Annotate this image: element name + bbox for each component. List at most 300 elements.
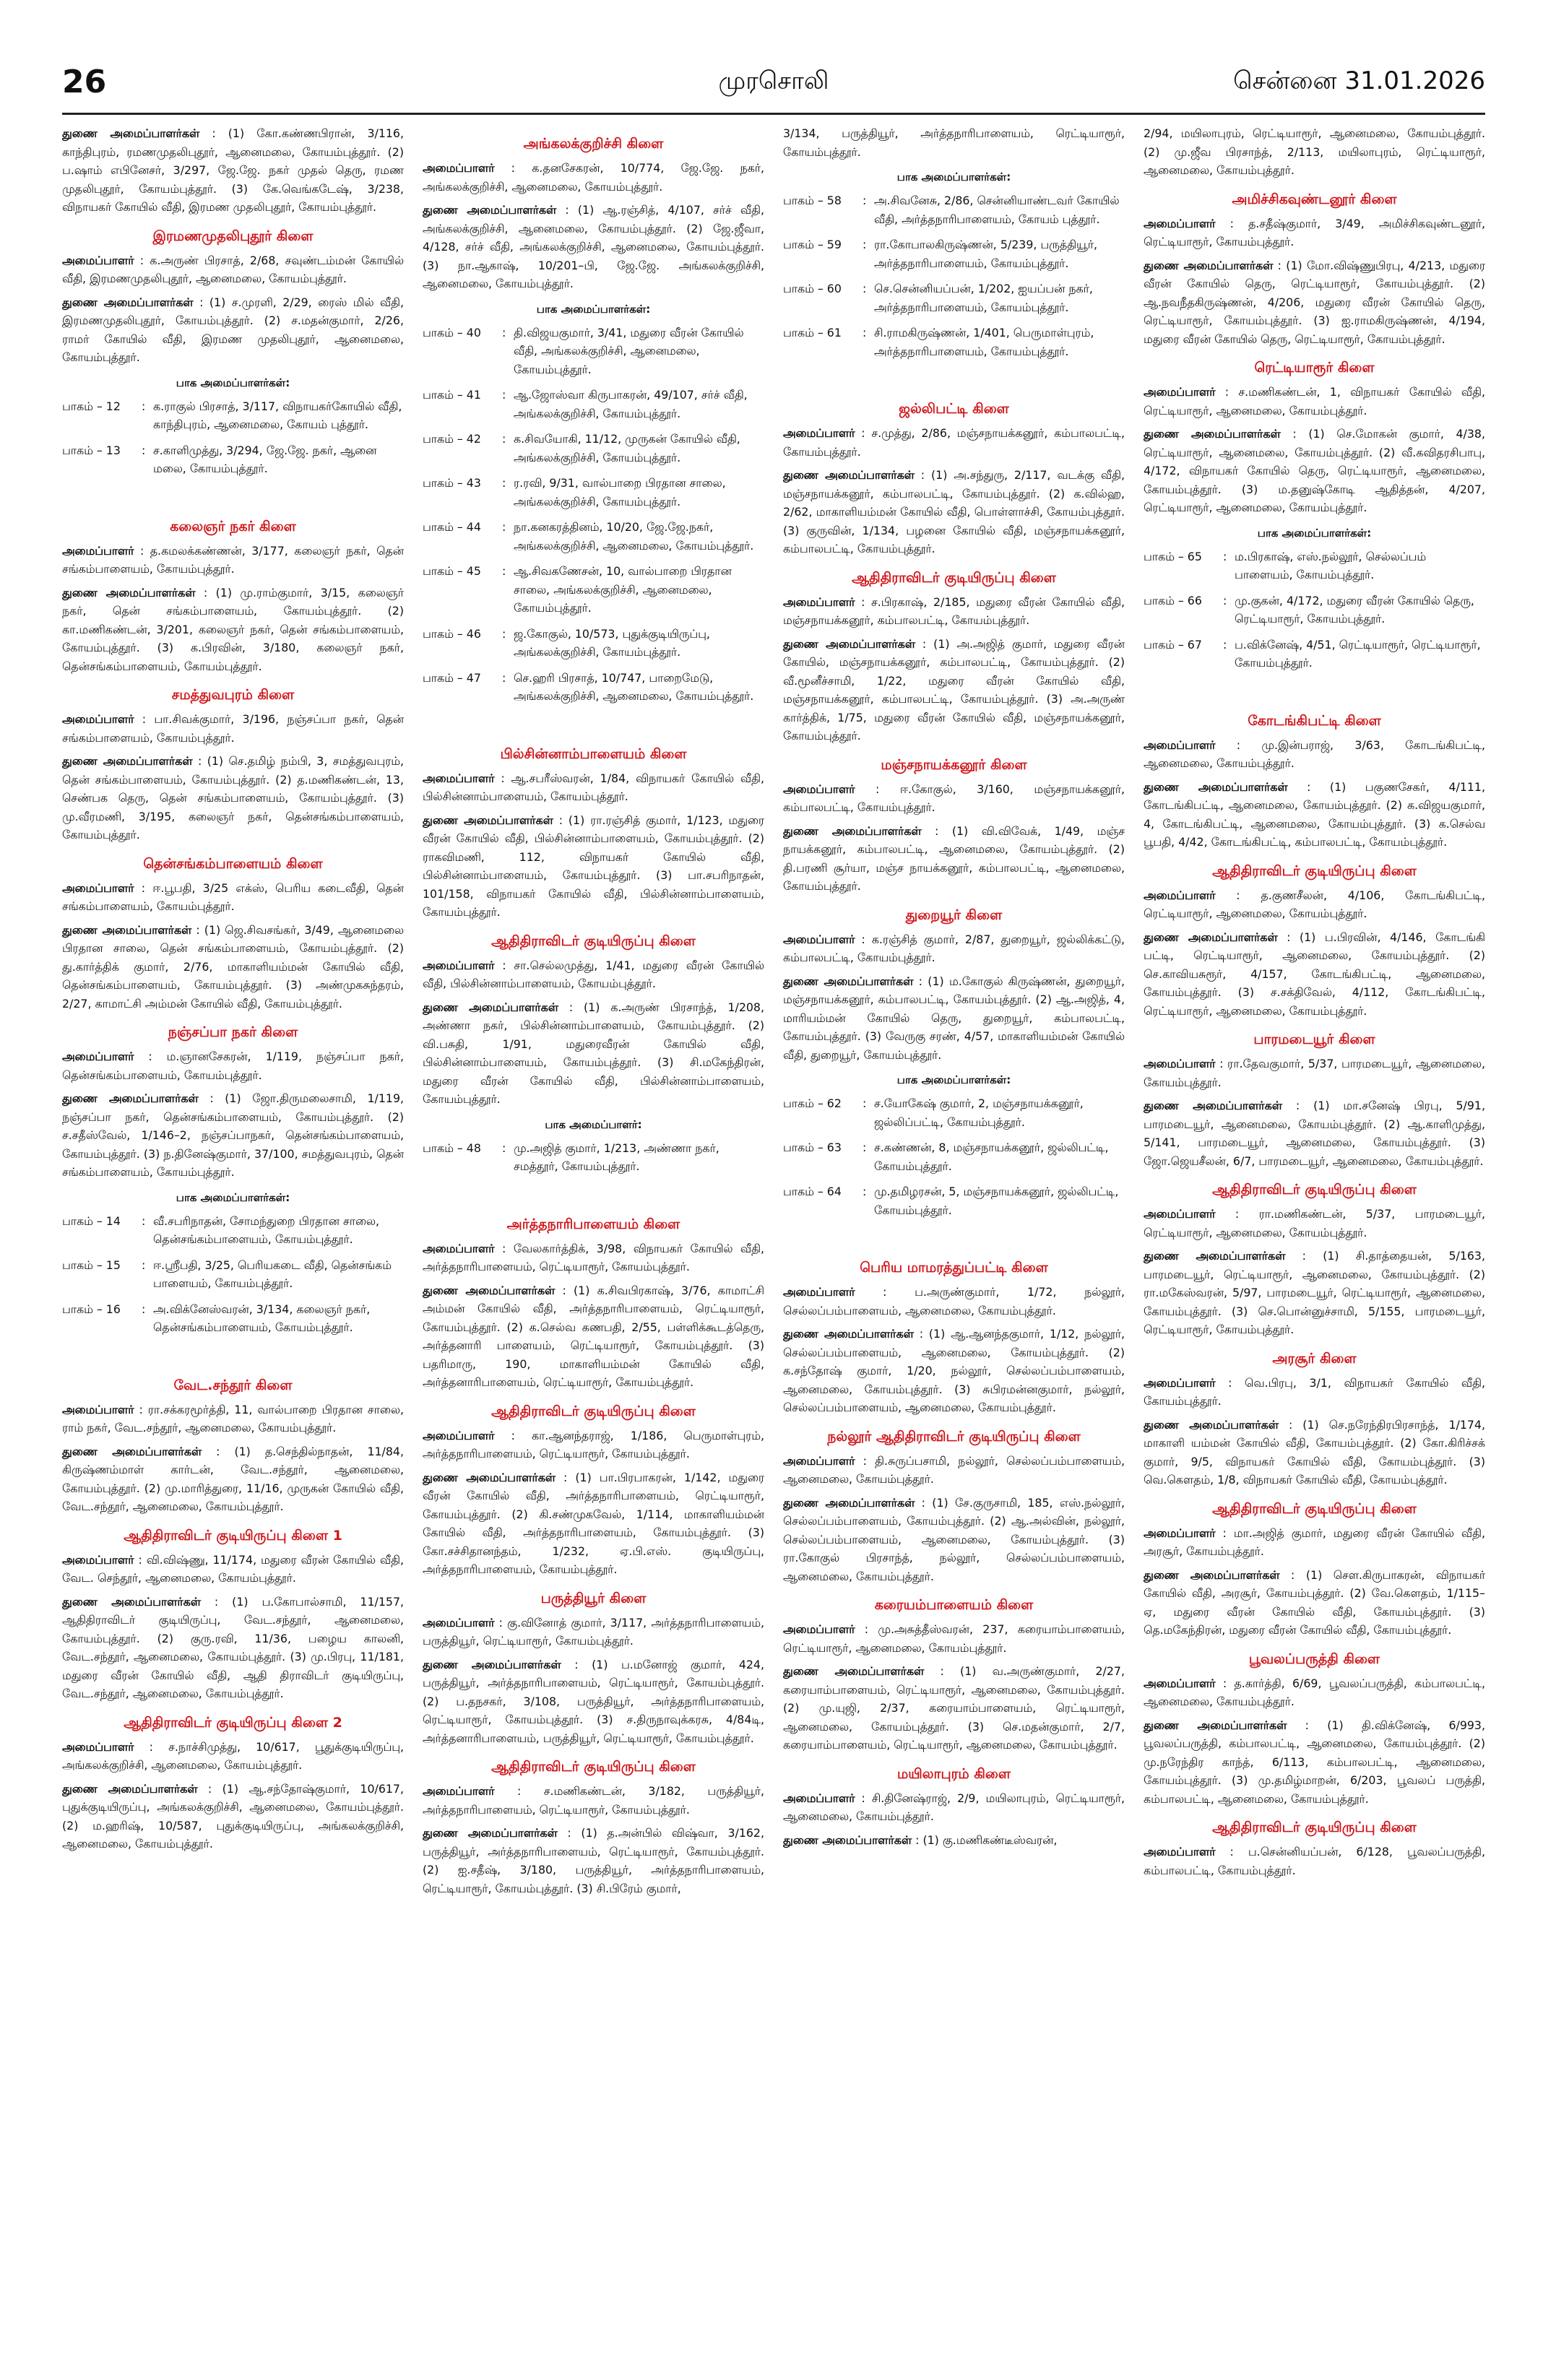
booth-organisers-heading: பாக அமைப்பாளர்கள்: [896,170,1011,183]
section-title: அர்த்தநாரிபாளையம் கிளை [506,1216,680,1232]
masthead [62,64,1485,104]
entry-text: : (1) பா.பிரபாகரன், 1/142, மதுரை வீரன் கோயில் வீதி, அர்த்தநாரிபாளையம், ரெட்டியாரூர், கோயம்புத்தூர். (2) கி.சண்முகவேல், 1/114, மாகாளியம்மன் கோயில் வீதி, அர்த்தநாரிபாளையம், கோயம்புத்தூர். (3) கோ.சச்சிதானந்தம், 1/232, ஏ.பி.எஸ். குடியிருப்பு, அர்த்தநாரிபாளையம், கோயம்புத்தூர். [423,1470,764,1576]
entry-text: : (1) செ.மோகன் குமார், 4/38, ரெட்டியாரூர், ஆனைமலை, கோயம்புத்தூர். (2) வீ.கவிதரசிபாபு, 4/172, விநாயகர் கோயில் தெரு, ரெட்டியாரூர், ஆனைமலை, கோயம்புத்தூர். (3) ம.தனுஷ்கோடி ஆதித்தன், 4/207, ரெட்டியாரூர், ஆனைமலை, கோயம்புத்தூர். [1144,427,1485,514]
booth-organisers-heading: பாக அமைப்பாளர்கள்: [896,1073,1011,1086]
booth-list [783,191,1125,360]
booth-separator: : [863,326,867,339]
role-label: துணை அமைப்பாளர்கள் [783,1664,925,1678]
booth-row [783,280,1125,316]
entry-paragraph [1144,1524,1485,1561]
column-4 [1144,124,1485,2356]
section-spacer [1144,680,1485,701]
booth-row [62,1256,404,1293]
booth-member: ச.காளிமுத்து, 3/294, ஜே.ஜே. நகர், ஆனை மலை, கோயம்புத்தூர். [153,443,377,475]
entry-paragraph [62,251,404,288]
booth-member: ஈ.ஸ்ரீபதி, 3/25, பெரியகடை வீதி, தென்சங்கம் பாளையம், கோயம்புத்தூர். [153,1258,392,1290]
booth-organisers-heading: பாக அமைப்பாளர்கள்: [1257,526,1372,540]
section-title: ரெட்டியாரூர் கிளை [1254,360,1375,376]
booth-member: ஆ.சிவகணேசன், 10, வால்பாறை பிரதான சாலை, அங்கலக்குறிச்சி, ஆனைமலை, கோயம்புத்தூர். [514,564,732,615]
entry-text: : மா.அஜித் குமார், மதுரை வீரன் கோயில் வீதி, அரசூர், கோயம்புத்தூர். [1144,1526,1485,1558]
booth-member: மு.தமிழரசன், 5, மஞ்சநாயக்கனூர், ஜல்லிபட்டி, கோயம்புத்தூர். [874,1185,1119,1217]
section-title: அமிச்சிகவுண்டனூர் கிளை [1232,191,1397,207]
role-label: அமைப்பாளர் [1144,1207,1216,1221]
booth-number: பாகம் – 48 [423,1141,481,1155]
entry-paragraph [62,1089,404,1182]
column-3 [783,124,1125,2356]
role-label: அமைப்பாளர் [62,1050,134,1063]
entry-paragraph [1144,215,1485,251]
entry-text: 3/134, பருத்தியூர், அர்த்தநாரிபாளையம், ரெட்டியாரூர், கோயம்புத்தூர். [783,126,1125,159]
role-label: அமைப்பாளர் [1144,888,1216,902]
booth-separator: : [142,1302,146,1316]
section-title: ஆதிதிராவிடர் குடியிருப்பு கிளை [491,932,696,949]
booth-separator: : [863,282,867,295]
section-title: பாரமடையூர் கிளை [1253,1031,1375,1047]
entry-text: : க.அருண் பிரசாத், 2/68, சவுண்டம்மன் கோயில் வீதி, இரமணமுதலிபுதூர், ஆனைமலை, கோயம்புத்தூர். [62,253,404,285]
section-title: நஞ்சப்பா நகர் கிளை [168,1024,298,1040]
role-label: அமைப்பாளர் [783,782,855,796]
role-label: அமைப்பாளர் [423,1241,495,1255]
booth-row [423,324,764,379]
section-title: அரசூர் கிளை [1272,1350,1357,1367]
section-title: கலைஞர் நகர் கிளை [170,518,296,535]
role-label: அமைப்பாளர் [783,932,855,946]
booth-number: பாகம் – 60 [783,282,842,295]
booth-row [423,1139,764,1176]
booth-separator: : [502,476,506,490]
booth-separator: : [863,1185,867,1198]
role-label: அமைப்பாளர் [1144,1676,1216,1690]
entry-text: : ப.அருண்குமார், 1/72, நல்லூர், செல்லப்பம்பாளையம், ஆனைமலை, கோயம்புத்தூர். [783,1285,1125,1317]
booth-separator: : [502,388,506,402]
entry-text: : க.தனசேகரன், 10/774, ஜே.ஜே. நகர், அங்கலக்குறிச்சி, ஆனைமலை, கோயம்புத்தூர். [423,161,764,194]
entry-text: : (1) செ.நரேந்திரபிரசாந்த், 1/174, மாகாளி யம்மன் கோயில் வீதி, கோயம்புத்தூர். (2) கோ.கிரிச்சக் குமார், 9/5, விநாயகர் கோயில் வீதி, கோயம்புத்தூர். (3) வெ.கௌதம், 1/8, விநாயகர் கோயில் வீதி, கோயம்புத்தூர். [1144,1417,1485,1487]
entry-paragraph [1144,1205,1485,1242]
booth-row [423,386,764,423]
section-title: பெரிய மாமரத்துப்பட்டி கிளை [860,1260,1048,1276]
role-label: துணை அமைப்பாளர்கள் [1144,930,1278,944]
entry-text: : (1) த.அன்பில் விஷ்வா, 3/162, பருத்தியூர், அர்த்தநாரிபாளையம், ரெட்டியாரூர், கோயம்புத்தூர். (2) ஐ.சதீஷ், 3/180, பருத்தியூர், அர்த்தநாரிபாளையம், ரெட்டியாரூர், கோயம்புத்தூர். (3) சி.பிரேம் குமார், [423,1826,764,1895]
entry-paragraph [423,159,764,196]
entry-text: : ஈ.கோகுல், 3/160, மஞ்சநாயக்கனூர், கம்பாலபட்டி, கோயம்புத்தூர். [783,782,1125,814]
booth-row [1144,548,1485,584]
booth-separator: : [502,670,506,685]
section-title: இரமணமுதலிபுதூர் கிளை [152,228,314,244]
entry-text: : (1) மு.ராம்குமார், 3/15, கலைஞர் நகர், தென் சங்கம்பாளையம், கோயம்புத்தூர். (2) கா.மணிகண்டன், 3/201, கலைஞர் நகர், தென் சங்கம்பாளையம், கோயம்புத்தூர். (3) க.பிரவின், 3/180, கலைஞர் நகர், தென்சங்கம்பாளையம், கோயம்புத்தூர். [62,585,404,673]
booth-separator: : [142,1213,146,1228]
entry-text: 2/94, மயிலாபுரம், ரெட்டியாரூர், ஆனைமலை, கோயம்புத்தூர். (2) மு.ஜீவ பிரசாந்த், 2/113, மயிலாபுரம், ரெட்டியாரூர், ஆனைமலை, கோயம்புத்தூர். [1144,126,1485,177]
entry-paragraph [423,1824,764,1897]
booth-member: தி.விஜயகுமார், 3/41, மதுரை வீரன் கோயில் வீதி, அங்கலக்குறிச்சி, ஆனைமலை, கோயம்புத்தூர். [514,325,744,376]
section-title: கோடங்கிபட்டி கிளை [1248,712,1381,729]
booth-member: செ.சென்னியப்பன், 1/202, ஐயப்பன் நகர், அர்த்தநாரிபாளையம், கோயம்புத்தூர். [874,282,1093,314]
entry-text: : ச.மணிகண்டன், 1, விநாயகர் கோயில் வீதி, ரெட்டியாரூர், ஆனைமலை, கோயம்புத்தூர். [1144,385,1485,417]
booth-number: பாகம் – 59 [783,238,842,251]
entry-paragraph [62,1738,404,1775]
role-label: துணை அமைப்பாளர்கள் [1144,1718,1287,1732]
role-label: துணை அமைப்பாளர்கள் [62,754,193,768]
booth-organisers-heading: பாக அமைப்பாளர்: [545,1117,642,1131]
booth-separator: : [502,564,506,578]
column-1 [62,124,404,2356]
booth-member: அ.விக்னேஸ்வரன், 3/134, கலைஞர் நகர், தென்சங்கம்பாளையம், கோயம்புத்தூர். [153,1302,371,1334]
entry-paragraph [62,542,404,579]
role-label: அமைப்பாளர் [783,1791,855,1805]
booth-list [783,1094,1125,1219]
entry-text: : (1) க.அருண் பிரசாந்த், 1/208, அண்ணா நகர், பில்சின்னாம்பாளையம், கோயம்புத்தூர். (2) வி.பசுதி, 1/91, மதுரைவீரன் கோயில் வீதி, பில்சின்னாம்பாளையம், கோயம்புத்தூர். (3) சி.மகேந்திரன், மதுரை வீரன் கோயில் வீதி, பில்சின்னாம்பாளையம், கோயம்புத்தூர். [423,1000,764,1106]
booth-row [62,441,404,478]
section-spacer [783,1226,1125,1248]
entry-paragraph [783,635,1125,745]
entry-paragraph [783,1620,1125,1657]
booth-member: ஆ.ஜோஸ்வா கிருபாகரன், 49/107, சர்ச் வீதி, அங்கலக்குறிச்சி, கோயம்புத்தூர். [514,388,748,420]
entry-text: : கா.ஆனந்தராஜ், 1/186, பெருமாள்புரம், அர்த்தநாரிபாளையம், ரெட்டியாரூர், கோயம்புத்தூர். [423,1428,764,1461]
entry-text: : (1) தி.விக்னேஷ், 6/993, பூவலப்பருத்தி, கம்பாலபட்டி, ஆனைமலை, கோயம்புத்தூர். (2) மு.நரேந்திர காந்த், 6/113, கம்பாலபட்டி, ஆனைமலை, கோயம்புத்தூர். (3) மு.தமிழ்மாறன், 6/203, பூவலப் பருத்தி, கம்பாலபட்டி, ஆனைமலை, கோயம்புத்தூர். [1144,1718,1485,1806]
header-rule [62,113,1485,115]
booth-separator: : [1223,549,1227,563]
role-label: அமைப்பாளர் [1144,385,1216,399]
booth-row [62,1300,404,1337]
section-spacer [62,485,404,507]
booth-number: பாகம் – 42 [423,432,481,446]
booth-row [62,397,404,434]
booth-row [783,324,1125,360]
booth-number: பாகம் – 64 [783,1185,842,1198]
booth-organisers-heading: பாக அமைப்பாளர்கள்: [176,376,290,389]
section-spacer [423,1183,764,1205]
entry-paragraph [783,930,1125,967]
entry-text: : த.குணசீலன், 4/106, கோடங்கிபட்டி, ரெட்டியாரூர், ஆனைமலை, கோயம்புத்தூர். [1144,888,1485,920]
section-title: மயிலாபுரம் கிளை [896,1765,1011,1782]
booth-separator: : [502,626,506,641]
entry-text: : (1) அ.சந்துரு, 2/117, வடக்கு வீதி, மஞ்சநாயக்கனூர், கம்பாலபட்டி, கோயம்புத்தூர். (2) க.வில்ஹ, 2/62, மாகாளியம்மன் கோயில் வீதி, பொள்ளாச்சி, கோயம்புத்தூர். (3) குருவின், 1/134, பழனை கோயில் வீதி, மஞ்சநாயக்கனூர், கம்பாலபட்டி, கோயம்புத்தூர். [783,468,1125,555]
entry-text: : (1) கு.மணிகண்டீஸ்வரன், [912,1832,1058,1847]
section-title: துறையூர் கிளை [905,906,1003,923]
entry-text: : (1) மா.சனேஷ் பிரபு, 5/91, பாரமடையூர், ஆனைமலை, கோயம்புத்தூர். (2) ஆ.காளிமுத்து, 5/141, பாரமடையூர், ஆனைமலை, கோயம்புத்தூர். (3) ஜோ.ஜெயசீலன், 6/7, பாரமடையூர், ஆனைமலை, கோயம்புத்தூர். [1144,1099,1485,1168]
entry-paragraph [1144,1247,1485,1339]
entry-text: : (1) ம.கோகுல் கிருஷ்ணன், துறையூர், மஞ்சநாயக்கனூர், கம்பாலபட்டி, கோயம்புத்தூர். (2) ஆ.அஜித், 4, மாரியம்மன் கோயில் தெரு, துறையூர், கம்பாலபட்டி, கோயம்புத்தூர். (3) வேருகு சரண், 4/57, மாகாளியம்மன் கோயில் வீதி, துறையூர், கோயம்புத்தூர். [783,974,1125,1062]
role-label: அமைப்பாளர் [423,958,495,972]
booth-number: பாகம் – 44 [423,520,481,534]
section-title: ஆதிதிராவிடர் குடியிருப்பு கிளை [491,1759,696,1775]
booth-member: ஜ.கோகுல், 10/573, புதுக்குடியிருப்பு, அங்கலக்குறிச்சி, கோயம்புத்தூர். [514,626,710,659]
entry-paragraph [423,201,764,293]
entry-paragraph [62,1442,404,1516]
entry-text: : ஆ.சபரீஸ்வரன், 1/84, விநாயகர் கோயில் வீதி, பில்சின்னாம்பாளையம், கோயம்புத்தூர். [423,771,764,803]
role-label: துணை அமைப்பாளர்கள் [62,1091,199,1105]
booth-number: பாகம் – 41 [423,388,481,402]
entry-paragraph [783,822,1125,896]
role-label: துணை அமைப்பாளர்கள் [783,974,914,988]
role-label: துணை அமைப்பாளர்கள் [62,922,192,937]
entry-text: : ச.நாச்சிமுத்து, 10/617, பூதுக்குடியிருப்பு, அங்கலக்குறிச்சி, ஆனைமலை, கோயம்புத்தூர். [62,1739,404,1772]
booth-number: பாகம் – 66 [1144,593,1202,607]
entry-text: : ரா.சக்கரமூர்த்தி, 11, வால்பாறை பிரதான சாலை, ராம் நகர், வேட.சந்தூர், ஆனைமலை, கோயம்புத்தூர். [62,1402,404,1435]
role-label: அமைப்பாளர் [783,1453,855,1468]
entry-text: : வெ.பிரபு, 3/1, விநாயகர் கோயில் வீதி, கோயம்புத்தூர். [1144,1375,1485,1408]
entry-paragraph [1144,1416,1485,1489]
entry-paragraph [423,769,764,806]
city-date: சென்னை 31.01.2026 [1233,66,1485,95]
entry-paragraph [783,1831,1125,1850]
section-title: வேட.சந்தூர் கிளை [173,1377,293,1393]
column-2 [423,124,764,2356]
booth-row [1144,636,1485,672]
booth-number: பாகம் – 43 [423,476,481,490]
section-title: கரையம்பாளையம் கிளை [874,1597,1034,1613]
role-label: துணை அமைப்பாளர்கள் [62,126,200,140]
booth-separator: : [142,443,146,457]
booth-member: ரா.கோபாலகிருஷ்ணன், 5/239, பருத்தியூர், அர்த்தநாரிபாளையம், கோயம்புத்தூர். [874,238,1097,270]
entry-text: : தி.சுருப்பசாமி, நல்லூர், செல்லப்பம்பாளையம், ஆனைமலை, கோயம்புத்தூர். [783,1453,1125,1486]
section-title: பூவலப்பருத்தி கிளை [1248,1650,1380,1667]
entry-paragraph [1144,425,1485,517]
booth-row [423,562,764,618]
entry-text: : (1) ஜெ.சிவசங்கர், 3/49, ஆனைமலை பிரதான சாலை, தென் சங்கம்பாளையம், கோயம்புத்தூர். (2) து.கார்த்திக் குமார், 2/76, மாகாளியம்மன் கோயில் வீதி, தென்சங்கம்பாளையம், கோயம்புத்தூர். (3) அண்முகசுந்தரம், 2/27, காமாட்சி அம்மன் கோயில் வீதி, கோயம்புத்தூர். [62,922,404,1011]
entry-text: : ச.முத்து, 2/86, மஞ்சநாயக்கனூர், கம்பாலபட்டி, கோயம்புத்தூர். [783,426,1125,459]
booth-member: அ.சிவனேசு, 2/86, சென்னியாண்டவர் கோயில் வீதி, அர்த்தநாரிபாளையம், கோயம் புத்தூர். [874,194,1120,226]
booth-member: மு.அஜித் குமார், 1/213, அண்ணா நகர், சமத்தூர், கோயம்புத்தூர். [514,1141,719,1173]
entry-text: : ப.சென்னியப்பன், 6/128, பூவலப்பருத்தி, கம்பாலபட்டி, கோயம்புத்தூர். [1144,1845,1485,1877]
entry-text: : (1) ப.பிரவின், 4/146, கோடங்கி பட்டி, ரெட்டியாரூர், ஆனைமலை, கோயம்புத்தூர். (2) செ.காவியசுரூர், 4/157, கோடங்கிபட்டி, ஆனைமலை, கோயம்புத்தூர். (3) ச.சக்திவேல், 4/112, கோடங்கிபட்டி, ரெட்டியாரூர், ஆனைமலை, கோயம்புத்தூர். [1144,930,1485,1018]
entry-text: : (1) ச.முரளி, 2/29, ரைஸ் மில் வீதி, இரமணமுதலிபுதூர், கோயம்புத்தூர். (2) ச.மதன்குமார், 2/26, ராமர் கோயில் வீதி, இரமண முதலிபுதூர், ஆனைமலை, கோயம்புத்தூர். [62,295,404,364]
role-label: அமைப்பாளர் [783,594,855,609]
section-title: ஆதிதிராவிடர் குடியிருப்பு கிளை 2 [124,1714,342,1731]
entry-paragraph [62,1593,404,1703]
role-label: துணை அமைப்பாளர்கள் [1144,779,1288,794]
entry-paragraph [62,293,404,367]
role-label: துணை அமைப்பாளர்கள் [783,1327,914,1341]
booth-member: ச.யோகேஷ் குமார், 2, மஞ்சநாயக்கனூர், ஜல்லிப்பட்டி, கோயம்புத்தூர். [874,1096,1084,1129]
entry-paragraph [62,879,404,916]
booth-separator: : [142,399,146,413]
role-label: துணை அமைப்பாளர்கள் [423,1000,558,1014]
booth-row [62,1212,404,1249]
booth-member: வீ.சபரிநாதன், சோமந்துறை பிரதான சாலை, தென்சங்கம்பாளையம், கோயம்புத்தூர். [153,1213,380,1246]
entry-text: : ச.மணிகண்டன், 3/182, பருத்தியூர், அர்த்தநாரிபாளையம், ரெட்டியாரூர், கோயம்புத்தூர். [423,1784,764,1817]
booth-number: பாகம் – 67 [1144,637,1202,652]
entry-text: : (1) ஆ.ரஞ்சித், 4/107, சர்ச் வீதி, அங்கலக்குறிச்சி, ஆனைமலை, கோயம்புத்தூர். (2) ஜே.ஜீவா, 4/128, சர்ச் வீதி, அங்கலக்குறிச்சி, ஆனைமலை, கோயம்புத்தூர். (3) நா.ஆகாஷ், 10/201–பி, ஜே.ஜே. அங்கலக்குறிச்சி, ஆனைமலை, கோயம்புத்தூர். [423,203,764,290]
entry-text: : (1) அ.அஜித் குமார், மதுரை வீரன் கோயில், மஞ்சநாயக்கனூர், கம்பாலபட்டி, கோயம்புத்தூர். (2) வீ.மூனீச்சாமி, 1/22, மதுரை வீரன் கோயில் வீதி, மஞ்சநாயக்கனூர், கம்பாலபட்டி, கோயம்புத்தூர். (3) அ.அருண் கார்த்திக், 1/75, மதுரை வீரன் கோயில் வீதி, மஞ்சநாயக்கனூர், கோயம்புத்தூர். [783,636,1125,743]
booth-separator: : [1223,637,1227,652]
role-label: துணை அமைப்பாளர்கள் [423,1470,556,1484]
entry-text: : வி.விஷ்ணு, 11/174, மதுரை வீரன் கோயில் வீதி, வேட. செந்தூர், ஆனைமலை, கோயம்புத்தூர். [62,1552,404,1585]
booth-member: ப.விக்னேஷ், 4/51, ரெட்டியாரூர், ரெட்டியாரூர், கோயம்புத்தூர். [1235,637,1481,670]
section-title: ஜல்லிபட்டி கிளை [899,401,1009,417]
entry-paragraph [423,1656,764,1748]
booth-separator: : [502,325,506,339]
entry-text: : (1) க.சிவபிரகாஷ், 3/76, காமாட்சி அம்மன் கோயில் வீதி, அர்த்தநாரிபாளையம், ரெட்டியாரூர், கோயம்புத்தூர். (2) க.செல்வ கணபதி, 2/55, பள்ளிக்கூடத்தெரு, அர்த்தனாரி பாளையம், ரெட்டியாரூர், கோயம்புத்தூர். (3) பதரிமாரு, 190, மாகாளியம்மன் கோயில் வீதி, அர்த்தனாரிபாளையம், ரெட்டியாரூர், கோயம்புத்தூர். [423,1283,764,1389]
role-label: துணை அமைப்பாளர்கள் [423,1657,561,1671]
entry-paragraph [423,1468,764,1579]
booth-separator: : [502,1141,506,1155]
role-label: துணை அமைப்பாளர்கள் [783,1832,912,1847]
entry-paragraph [783,124,1125,161]
booth-number: பாகம் – 16 [62,1302,121,1316]
entry-text: : (1) த.செந்தில்நாதன், 11/84, கிருஷ்ணம்மாள் கார்டன், வேட.சந்தூர், ஆனைமலை, கோயம்புத்தூர். (2) மு.மாரித்துரை, 11/16, முருகன் கோயில் வீதி, வேட.சந்தூர், ஆனைமலை, கோயம்புத்தூர். [62,1444,404,1513]
booth-member: க.சிவயோகி, 11/12, முருகன் கோயில் வீதி, அங்கலக்குறிச்சி, கோயம்புத்தூர். [514,432,740,464]
entry-paragraph [1144,1843,1485,1879]
booth-list [423,1139,764,1176]
entry-text: : வேலகார்த்திக், 3/98, விநாயகர் கோயில் வீதி, அர்த்தநாரிபாளையம், ரெட்டியாரூர், கோயம்புத்தூர். [423,1241,764,1273]
entry-text: : கு.வினோத் குமார், 3/117, அர்த்தநாரிபாளையம், பருத்தியூர், ரெட்டியாரூர், கோயம்புத்தூர். [423,1615,764,1648]
entry-paragraph [423,1782,764,1819]
role-label: அமைப்பாளர் [423,1428,495,1442]
entry-paragraph [62,124,404,217]
booth-separator: : [1223,593,1227,607]
entry-text: : (1) செ.தமிழ் நம்பி, 3, சமத்துவபுரம், தென் சங்கம்பாளையம், கோயம்புத்தூர். (2) த.மணிகண்டன், 13, செண்பக தெரு, தென் சங்கம்பாளையம், கோயம்புத்தூர். (3) மு.வீரமணி, 3/195, கலைஞர் நகர், தென்சங்கம்பாளையம், கோயம்புத்தூர். [62,754,404,841]
booth-row [423,474,764,511]
entry-paragraph [783,972,1125,1065]
booth-organisers-heading: பாக அமைப்பாளர்கள்: [176,1190,290,1204]
booth-row [423,430,764,467]
booth-row [423,669,764,706]
entry-paragraph [423,1427,764,1463]
entry-text: : (1) பகுணசேகர், 4/111, கோடங்கிபட்டி, ஆனைமலை, கோயம்புத்தூர். (2) க.விஜயகுமார், 4, கோடங்கிபட்டி, ஆனைமலை, கோயம்புத்தூர். (3) க.செல்வ பூபதி, 4/42, கோடங்கிபட்டி, கம்பாலபட்டி, கோயம்புத்தூர். [1144,779,1485,849]
entry-text: : (1) ப.கோபால்சாமி, 11/157, ஆதிதிராவிடர் குடியிருப்பு, வேட.சந்தூர், ஆனைமலை, கோயம்புத்தூர். (2) குரு.ரவி, 11/36, பழைய காலனி, வேட.சந்தூர், ஆனைமலை, கோயம்புத்தூர். (3) மு.பிரபு, 11/181, மதுரை வீரன் கோயில் வீதி, ஆதி திராவிடர் குடியிருப்பு, வேட.சந்தூர், ஆனைமலை, கோயம்புத்தூர். [62,1594,404,1700]
role-label: துணை அமைப்பாளர்கள் [783,823,922,838]
entry-text: : (1) மோ.விஷ்ணுபிரபு, 4/213, மதுரை வீரன் கோயில் தெரு, ரெட்டியாரூர், கோயம்புத்தூர். (2) ஆ.நவநீதகிருஷ்ணன், 4/206, மதுரை வீரன் கோயில் தெரு, ரெட்டியாரூர், கோயம்புத்தூர். (3) ஐ.ராமகிருஷ்ணன், 4/194, மதுரை வீரன் கோயில் தெரு, ரெட்டியாரூர், கோயம்புத்தூர். [1144,258,1485,346]
entry-paragraph [62,1780,404,1853]
role-label: துணை அமைப்பாளர்கள் [1144,1249,1286,1263]
booth-separator: : [863,1141,867,1154]
entry-text: : (1) சே.குருசாமி, 185, எஸ்.நல்லூர், செல்லப்பம்பாளையம், கோயம்புத்தூர். (2) ஆ.அல்வின், நல்லூர், செல்லப்பம்பாளையம், ஆனைமலை, கோயம்புத்தூர். (3) ரா.கோகுல் பிரசாந்த், நல்லூர், செல்லப்பம்பாளையம், ஆனைமலை, கோயம்புத்தூர். [783,1495,1125,1583]
entry-text: : ரா.தேவகுமார், 5/37, பாரமடையூர், ஆனைமலை, கோயம்புத்தூர். [1144,1057,1485,1089]
role-label: அமைப்பாளர் [1144,737,1216,752]
entry-text: : (1) செள.கிருபாகரன், விநாயகர் கோயில் வீதி, அரசூர், கோயம்புத்தூர். (2) வே.கௌதம், 1/115–ஏ, மதுரை வீரன் கோயில் வீதி, கோயம்புத்தூர். (3) தெ.மகேந்திரன், மதுரை வீரன் கோயில் வீதி, கோயம்புத்தூர். [1144,1567,1485,1637]
role-label: துணை அமைப்பாளர்கள் [1144,1567,1280,1582]
entry-paragraph [783,1789,1125,1826]
entry-text: : (1) ரா.ரஞ்சித் குமார், 1/123, மதுரை வீரன் கோயில் வீதி, பில்சின்னாம்பாளையம், கோயம்புத்தூர். (2) ராகவிமணி, 112, விநாயகர் கோயில் வீதி, பில்சின்னாம்பாளையம், கோயம்புத்தூர். (3) பா.சபரிநாதன், 101/158, விநாயகர் கோயில் வீதி, பில்சின்னாம்பாளையம், கோயம்புத்தூர். [423,813,764,919]
entry-paragraph [1144,1055,1485,1091]
section-title: ஆதிதிராவிடர் குடியிருப்பு கிளை 1 [124,1527,342,1544]
role-label: அமைப்பாளர் [1144,216,1216,230]
entry-paragraph [783,1494,1125,1586]
entry-paragraph [1144,1674,1485,1711]
role-label: அமைப்பாளர் [423,161,495,175]
booth-number: பாகம் – 40 [423,325,481,339]
booth-number: பாகம் – 15 [62,1258,121,1272]
section-title: ஆதிதிராவிடர் குடியிருப்பு கிளை [1212,1500,1417,1517]
section-title: சமத்துவபுரம் கிளை [171,687,295,703]
entry-paragraph [62,1047,404,1084]
booth-row [783,1138,1125,1175]
entry-paragraph [783,1283,1125,1320]
entry-paragraph [783,424,1125,461]
booth-separator: : [863,238,867,251]
booth-number: பாகம் – 47 [423,670,481,685]
article-columns [62,124,1485,2356]
booth-row [1144,592,1485,628]
entry-paragraph [1144,124,1485,180]
entry-paragraph [1144,383,1485,420]
role-label: துணை அமைப்பாளர்கள் [783,1495,915,1510]
entry-paragraph [1144,256,1485,349]
entry-paragraph [1144,736,1485,773]
entry-paragraph [783,1662,1125,1754]
booth-list [423,324,764,706]
booth-row [423,518,764,555]
booth-separator: : [502,520,506,534]
booth-number: பாகம் – 63 [783,1141,842,1154]
booth-member: மு.குகன், 4/172, மதுரை வீரன் கோயில் தெரு, ரெட்டியாரூர், கோயம்புத்தூர். [1235,593,1474,626]
section-title: தென்சங்கம்பாளையம் கிளை [143,855,323,872]
section-spacer [62,1344,404,1366]
entry-paragraph [1144,886,1485,923]
booth-row [423,625,764,662]
entry-text: : ஈ.பூபதி, 3/25 எக்ஸ், பெரிய கடைவீதி, தென் சங்கம்பாளையம், கோயம்புத்தூர். [62,880,404,913]
entry-paragraph [423,998,764,1109]
section-title: ஆதிதிராவிடர் குடியிருப்பு கிளை [491,1403,696,1419]
entry-paragraph [62,921,404,1013]
role-label: துணை அமைப்பாளர்கள் [783,468,915,482]
role-label: அமைப்பாளர் [783,1622,855,1636]
section-title: ஆதிதிராவிடர் குடியிருப்பு கிளை [852,569,1056,586]
entry-paragraph [783,1325,1125,1417]
booth-member: நா.கனகரத்தினம், 10/20, ஜே.ஜே.நகர், அங்கலக்குறிச்சி, ஆனைமலை, கோயம்புத்தூர். [514,520,754,553]
role-label: அமைப்பாளர் [62,712,134,726]
role-label: துணை அமைப்பாளர்கள் [62,1594,201,1609]
role-label: துணை அமைப்பாளர்கள் [62,295,194,309]
booth-number: பாகம் – 13 [62,443,121,457]
entry-paragraph [62,752,404,844]
role-label: அமைப்பாளர் [783,1285,855,1299]
role-label: துணை அமைப்பாளர்கள் [1144,1099,1282,1112]
booth-number: பாகம் – 46 [423,626,481,641]
entry-paragraph [62,1551,404,1588]
booth-number: பாகம் – 45 [423,564,481,578]
entry-paragraph [62,710,404,747]
section-spacer [423,713,764,735]
entry-text: : த.கார்த்தி, 6/69, பூவலப்பருத்தி, கம்பாலபட்டி, ஆனைமலை, கோயம்புத்தூர். [1144,1676,1485,1708]
booth-row [783,191,1125,228]
booth-row [783,1182,1125,1219]
role-label: துணை அமைப்பாளர்கள் [1144,258,1274,272]
entry-paragraph [1144,1716,1485,1809]
entry-paragraph [62,1401,404,1437]
section-title: ஆதிதிராவிடர் குடியிருப்பு கிளை [1212,862,1417,879]
role-label: துணை அமைப்பாளர்கள் [423,1826,558,1840]
section-spacer [783,368,1125,389]
entry-text: : (1) கோ.கண்ணபிரான், 3/116, காந்திபுரம், ரமணமுதலிபுதூர், ஆனைமலை, கோயம்புத்தூர். (2) ப.ஷாம் எபினேசர், 3/297, ஜே.ஜே. நகர் முதல் தெரு, ரமண முதலிபுதூர், கோயம்புத்தூர். (3) கே.வெங்கடேஷ், 3/238, விநாயகர் கோயில் வீதி, இரமண முதலிபுதூர், கோயம்புத்தூர். [62,126,404,214]
booth-member: செ.ஹரி பிரசாத், 10/747, பாறைமேடு, அங்கலக்குறிச்சி, ஆனைமலை, கோயம்புத்தூர். [514,670,754,703]
role-label: அமைப்பாளர் [423,1784,495,1798]
booth-list [1144,548,1485,672]
entry-paragraph [423,1281,764,1392]
role-label: துணை அமைப்பாளர்கள் [423,203,557,217]
entry-text: : (1) ப.மனோஜ் குமார், 424, பருத்தியூர், அர்த்தநாரிபாளையம், ரெட்டியாரூர், கோயம்புத்தூர். (2) ப.தநசகர், 3/108, பருத்தியூர், அர்த்தநாரிபாளையம், ரெட்டியாரூர், கோயம்புத்தூர். (3) ச.திருநாவுக்கரசு, 4/84டி, அர்த்தனாரிபாளையம், பருத்தியூர், ரெட்டியாரூர், கோயம்புத்தூர். [423,1657,764,1745]
entry-text: : ரா.மணிகண்டன், 5/37, பாரமடையூர், ரெட்டியாரூர், ஆனைமலை, கோயம்புத்தூர். [1144,1207,1485,1239]
entry-paragraph [1144,1096,1485,1170]
booth-member: ம.பிரகாஷ், எஸ்.நல்லூர், செல்லப்பம் பாளையம், கோயம்புத்தூர். [1235,549,1427,581]
booth-member: சி.ராமகிருஷ்ணன், 1/401, பெருமாள்புரம், அர்த்தநாரிபாளையம், கோயம்புத்தூர். [874,326,1094,358]
booth-number: பாகம் – 14 [62,1213,121,1228]
role-label: துணை அமைப்பாளர்கள் [423,1283,556,1297]
role-label: அமைப்பாளர் [1144,1057,1216,1070]
booth-number: பாகம் – 58 [783,194,842,207]
entry-text: : (1) வி.விவேக், 1/49, மஞ்ச நாயக்கனூர், கம்பாலபட்டி, ஆனைமலை, கோயம்புத்தூர். (2) தி.பரணி சூர்யா, மஞ்ச நாயக்கனூர், கம்பாலபட்டி, ஆனைமலை, கோயம்புத்தூர். [783,823,1125,893]
entry-paragraph [783,780,1125,817]
entry-text: : ம.ஞானசேகரன், 1/119, நஞ்சப்பா நகர், தென்சங்கம்பாளையம், கோயம்புத்தூர். [62,1050,404,1082]
entry-paragraph [423,956,764,993]
booth-row [783,235,1125,272]
booth-number: பாகம் – 65 [1144,549,1202,563]
booth-separator: : [142,1258,146,1272]
role-label: அமைப்பாளர் [62,880,134,895]
booth-member: க.ராகுல் பிரசாத், 3/117, விநாயகர்கோயில் வீதி, காந்திபுரம், ஆனைமலை, கோயம் புத்தூர். [153,399,402,431]
role-label: அமைப்பாளர் [423,771,495,785]
booth-list [62,397,404,478]
